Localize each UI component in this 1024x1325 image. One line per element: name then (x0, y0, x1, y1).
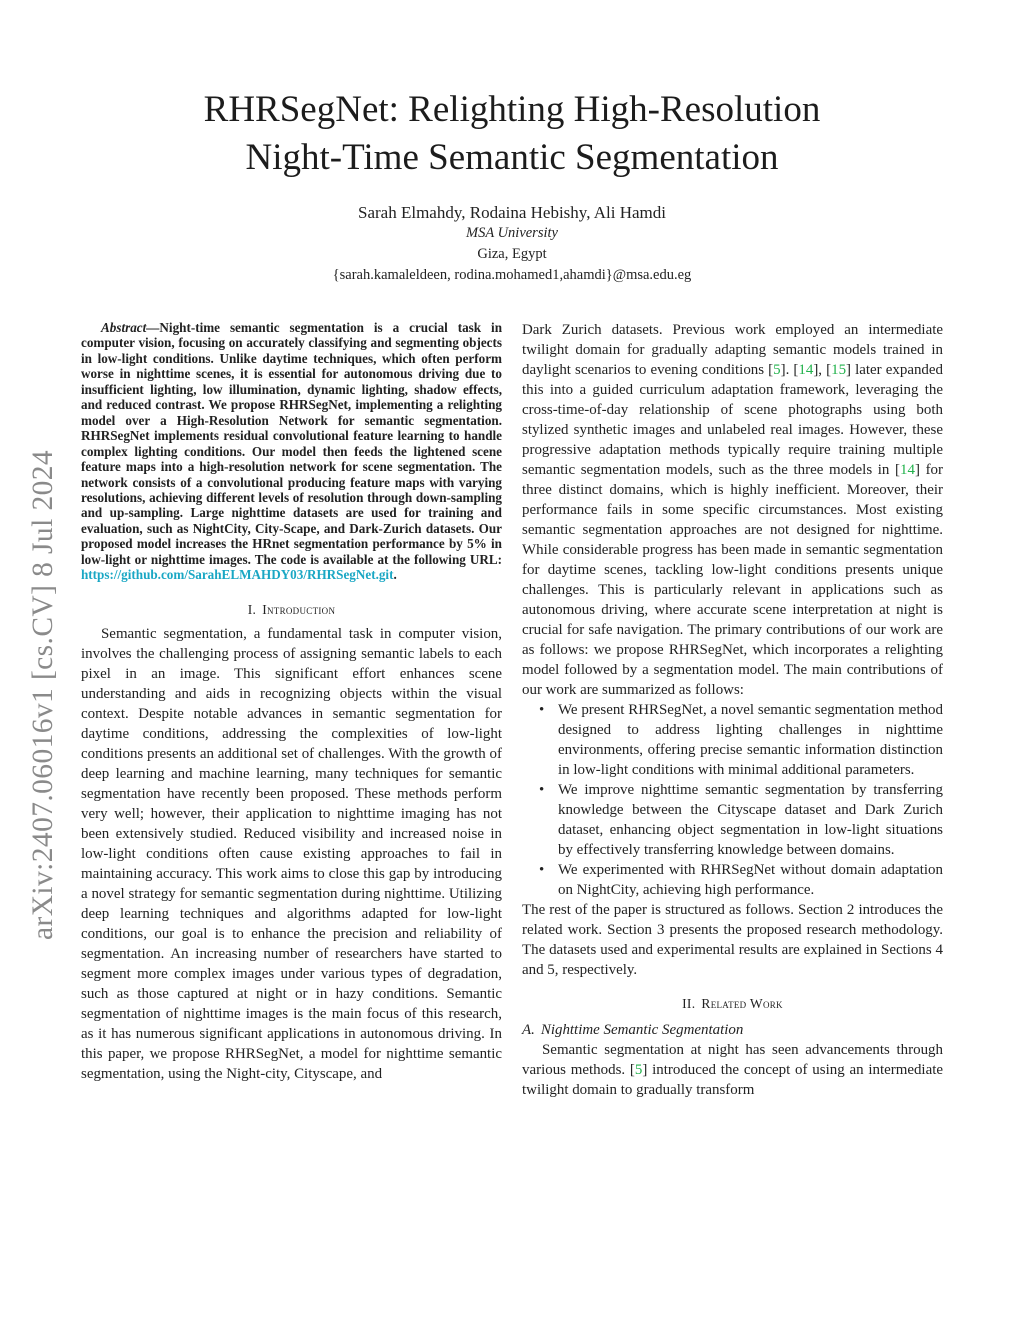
abstract-text: Night-time semantic segmentation is a crucial task in computer vision, focusing on accurately classifying and segmenting objects in low-light conditions. Unlike daytime techniques, which often perform worse in nighttime scenes, it is essential for autonomous driving due to insufficient lighting, low illumination, dynamic lighting, shadow effects, and reduced contrast. We propose RHRSegNet, implementing a relighting model over a High-Resolution Network for semantic segmentation. RHRSegNet implements residual convolutional feature learning to handle complex lighting conditions. Our model then feeds the lightened scene feature maps into a high-resolution network for scene segmentation. The network consists of a convolutional producing feature maps with varying resolutions, achieving different levels of resolution through down-sampling and up-sampling. Large nighttime datasets are used for training and evaluation, such as NightCity, City-Scape, and Dark-Zurich datasets. Our proposed model increases the HRnet segmentation performance by 5% in low-light or nighttime images. The code is available at the following URL: (81, 320, 502, 567)
intro-paragraph-3: The rest of the paper is structured as follows. Section 2 introduces the related work. Section 3 presents the proposed research methodology. The datasets used and experimental results are explained in Sections 4 and 5, respectively. (522, 902, 943, 978)
citation-link[interactable]: 14 (798, 362, 814, 378)
intro-paragraph-2: Dark Zurich datasets. Previous work employed an intermediate twilight domain for gradually adapting semantic models trained in daylight scenarios to evening conditions [5]. [14], [15] later expanded this into a guided curriculum adaptation framework, leveraging the cross-time-of-day relationship of scene photographs using both stylized synthetic images and unlabeled real images. However, these progressive adaptation methods typically require training multiple semantic segmentation models, such as the three models in [14] for three distinct domains, which is highly inefficient. Moreover, their performance fails in some specific circumstances. Most existing semantic segmentation approaches are not designed for nighttime. While considerable progress has been made in semantic segmentation for daytime scenes, tackling low-light conditions presents unique challenges. This is particularly relevant in applications such as autonomous driving, where accurate scene interpretation at night is crucial for safe navigation. The primary contributions of our work are as follows: we propose RHRSegNet, which incorporates a relighting model followed by a segmentation model. The main contributions of our work are summarized as follows: (522, 322, 943, 698)
contributions-list (522, 700, 943, 900)
related-work-paragraph-1: Semantic segmentation at night has seen advancements through various methods. [5] introduced the concept of using an intermediate twilight domain to gradually transform (522, 1042, 943, 1098)
author-location: Giza, Egypt (477, 246, 547, 262)
bullet-icon: • (539, 862, 545, 878)
list-item: • We improve nighttime semantic segmentation by transferring knowledge between the Cityscape dataset and Dark Zurich dataset, enhancing object segmentation in low-light situations by effectively transferring knowledge between domains. (539, 782, 943, 858)
bullet-icon: • (539, 702, 545, 718)
subsection-heading: A. Nighttime Semantic Segmentation (522, 1022, 744, 1038)
title-line-1: RHRSegNet: Relighting High-Resolution (203, 89, 821, 130)
arxiv-stamp: arXiv:2407.06016v1 [cs.CV] 8 Jul 2024 (27, 449, 59, 940)
section-heading-related-work: II. Related Work (682, 996, 783, 1011)
citation-link[interactable]: 5 (634, 1062, 643, 1078)
abstract-label: Abstract— (101, 320, 160, 335)
citation-link[interactable]: 15 (831, 362, 847, 378)
author-email: {sarah.kamaleldeen, rodina.mohamed1,ahamdi}@msa.edu.eg (332, 267, 692, 283)
citation-link[interactable]: 5 (773, 362, 781, 378)
section-heading-introduction: I. Introduction (247, 601, 336, 617)
abstract: Abstract—Night-time semantic segmentation is a crucial task in computer vision, focusing on accurately classifying and segmenting objects in low-light conditions. Unlike daytime techniques, which often perform worse in nighttime scenes, it is essential for autonomous driving due to insufficient lighting, low illumination, dynamic lighting, shadow effects, and reduced contrast. We propose RHRSegNet, implementing a relighting model over a High-Resolution Network for semantic segmentation. RHRSegNet implements residual convolutional feature learning to handle complex lighting conditions. Our model then feeds the lightened scene feature maps into a high-resolution network for scene segmentation. The network consists of a convolutional producing feature maps with varying resolutions, achieving different levels of resolution through down-sampling and up-sampling. Large nighttime datasets are used for training and evaluation, such as NightCity, City-Scape, and Dark-Zurich datasets. Our proposed model increases the HRnet segmentation performance by 5% in low-light or nighttime images. The code is available at the following URL: https://github.com/SarahELMAHDY03/RHRSegNet.git. (81, 320, 502, 583)
author-block (80, 202, 944, 286)
section-title: Related Work (701, 996, 783, 1011)
section-title: Introduction (262, 601, 336, 617)
author-names: Sarah Elmahdy, Rodaina Hebishy, Ali Hamdi (358, 203, 666, 222)
citation-link[interactable]: 14 (900, 462, 915, 478)
code-url-link[interactable]: https://github.com/SarahELMAHDY03/RHRSegNet.git (81, 567, 394, 583)
right-column (522, 320, 943, 1100)
intro-paragraph-1: Semantic segmentation, a fundamental task in computer vision, involves the challenging process of assigning semantic labels to each pixel in an image. This significant effort enhances scene understanding and aids in recognizing objects within the visual context. Despite notable advances in semantic segmentation for daytime conditions, addressing the complexities of low-light conditions presents an additional set of challenges. With the growth of deep learning and machine learning, many techniques for semantic segmentation have recently been proposed. These methods perform very well; however, their application to nighttime imaging has not been extensively studied. Reduced visibility and increased noise in low-light conditions often cause existing approaches to fail in maintaining accuracy. This work aims to close this gap by introducing a novel strategy for semantic segmentation during nighttime. Utilizing deep learning techniques and algorithms adapted for low-light conditions, our goal is to enhance the precision and reliability of segmentation. An increasing number of researchers have started to segment more complex images under various types of degradation, such as those captured at night or in hazy conditions. Semantic segmentation of nighttime images is the main focus of this research, as it has numerous significant applications in autonomous driving. In this paper, we propose RHRSegNet, a model for nighttime semantic segmentation, using the Night-city, Cityscape, and (81, 625, 502, 1082)
bullet-icon: • (539, 782, 545, 798)
author-affiliation: MSA University (466, 225, 558, 241)
left-column (81, 320, 502, 1084)
title-line-2: Night-Time Semantic Segmentation (245, 137, 779, 178)
paper-title (80, 86, 944, 182)
list-item: • We experimented with RHRSegNet without domain adaptation on NightCity, achieving high performance. (539, 862, 943, 898)
list-item: • We present RHRSegNet, a novel semantic segmentation method designed to address lighting challenges in nighttime environments, offering precise semantic information distinction in low-light conditions with minimal additional parameters. (539, 702, 943, 778)
